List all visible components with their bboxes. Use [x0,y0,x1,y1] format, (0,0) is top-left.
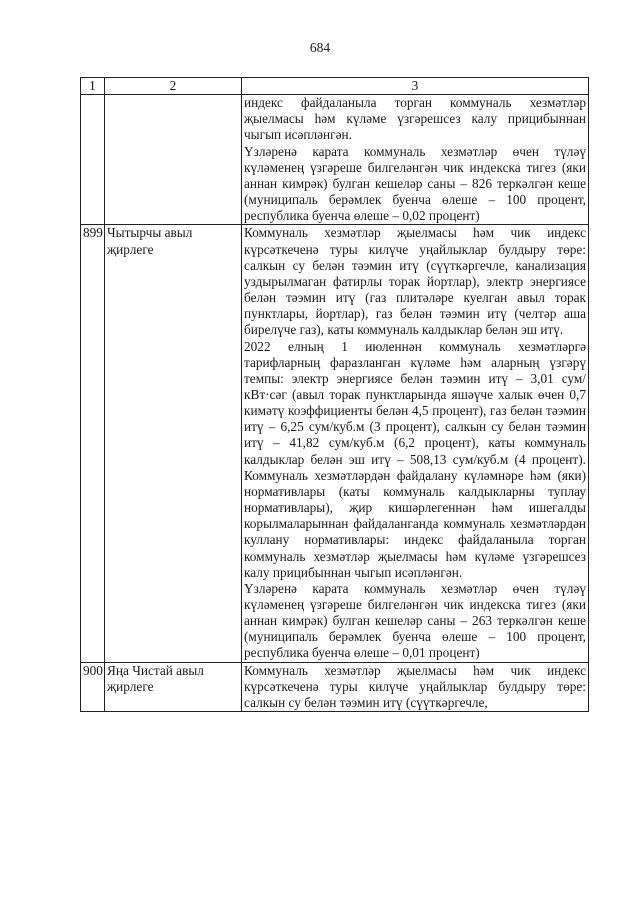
column-header-3: 3 [242,78,589,95]
row-description [242,225,589,662]
row-description [242,662,589,711]
description-paragraph: Коммуналь хезмәтләр җыелмасы һәм чик индекс күрсәткеченә туры килүче уңайлыклар булдыру төре: салкын су белән тәэмин итү (сүүткәргечле, [244,662,586,710]
column-header-2: 2 [105,78,242,95]
description-paragraph: Коммуналь хезмәтләр җыелмасы һәм чик индекс күрсәткеченә туры килүче уңайлыклар булдыру төре: салкын су белән тәэмин итү (сүүткәргечле, канализация уздырылмаган фатирлы торак йортлар), электр энергиясе белән тәэмин итү (газ плитәләре куелган авыл торак пунктлары, йортлар), газ белән тәэмин итү (челтәр аша бирелүче газ), каты коммуналь калдыклар белән эш итү. [244,225,586,338]
row-description [242,95,589,225]
column-header-1: 1 [81,78,105,95]
document-table [80,77,589,712]
settlement-name [105,95,242,225]
page-number: 684 [309,40,331,55]
description-paragraph: Үзләренә карата коммуналь хезмәтләр өчен түләү күләменең үзгәреше билгеләнгән чик индекска тигез (яки аннан кимрәк) булган кешеләр саны – 826 теркәлгән кеше (муниципаль берәмлек буенча өлеше – 100 процент, республика буенча өлеше – 0,02 процент) [244,143,586,224]
table-row [81,662,589,711]
description-paragraph: индекс файдаланыла торган коммуналь хезмәтләр җыелмасы һәм күләме үзгәрешсез калу прицибыннан чыгып исәпләнгән. [244,95,586,143]
table-row [81,225,589,662]
description-paragraph: Үзләренә карата коммуналь хезмәтләр өчен түләү күләменең үзгәреше билгеләнгән чик индекска тигез (яки аннан кимрәк) булган кешеләр саны – 263 теркәлгән кеше (муниципаль берәмлек буенча өлеше – 100 процент, республика буенча өлеше – 0,01 процент) [244,580,586,661]
table-header-row [81,78,589,95]
row-number: 899 [81,225,105,662]
row-number [81,95,105,225]
row-number: 900 [81,662,105,711]
description-paragraph: 2022 елның 1 июленнән коммуналь хезмәтләргә тарифларның фаразланган күләме һәм аларның үзгәрү темпы: электр энергиясе белән тәэмин итү – 3,01 сум/кВт·сәг (авыл торак пунктларында яшәүче халык өчен 0,7 кимәтү коэффициенты белән 4,5 процент), газ белән тәэмин итү – 6,25 сум/куб.м (3 процент), салкын су белән тәэмин итү – 41,82 сум/куб.м (6,2 процент), каты коммуналь калдыклар белән эш итү – 508,13 сум/куб.м (4 процент). Коммуналь хезмәтләрдән файдалану күләмнәре һәм (яки) нормативлары (каты коммуналь калдыкларны туплау нормативлары), җир кишәрлегеннән һәм ишегалды корылмаларыннан файдаланганда коммуналь хезмәтләрдән куллану нормативлары: индекс файдаланыла торган коммуналь хезмәтләр җыелмасы һәм күләме үзгәрешсез калу прицибыннан чыгып исәпләнгән. [244,338,586,580]
settlement-name: Яңа Чистай авыл җирлеге [105,662,242,711]
settlement-name: Чытырчы авыл җирлеге [105,225,242,662]
table-row [81,95,589,225]
